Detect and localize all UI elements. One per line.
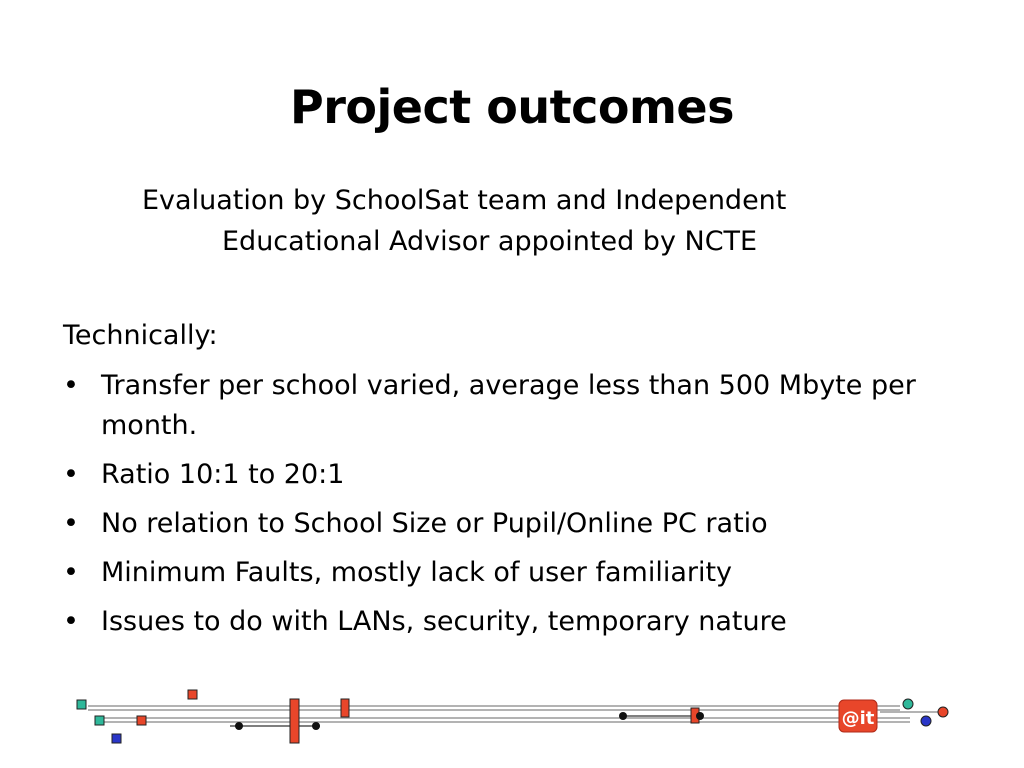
bullet-icon: • [63,370,79,401]
bullet-text: Ratio 10:1 to 20:1 [101,459,345,490]
logo-text: @it [841,708,875,729]
bullet-icon: • [63,459,79,490]
bullet-list [63,366,963,651]
bullet-text: No relation to School Size or Pupil/Online PC ratio [101,508,768,539]
ait-logo [839,700,877,732]
list-item [63,602,963,642]
bullet-text: Transfer per school varied, average less than 500 Mbyte per month. [101,370,916,441]
slide-title: Project outcomes [290,80,734,134]
subtitle-line-2: Educational Advisor appointed by NCTE [222,226,758,257]
bullet-text: Issues to do with LANs, security, temporary nature [101,606,787,637]
footer-circuit-decoration [0,680,1024,768]
bullet-text: Minimum Faults, mostly lack of user familiarity [101,557,733,588]
section-label: Technically: [63,320,218,351]
list-item [63,504,963,544]
bullet-icon: • [63,557,79,588]
bullet-icon: • [63,508,79,539]
slide-subtitle [142,180,902,262]
list-item [63,455,963,495]
subtitle-line-1: Evaluation by SchoolSat team and Independent [142,185,787,216]
list-item [63,366,963,446]
list-item [63,553,963,593]
circuit-lines [88,706,940,726]
circuit-nodes [77,690,948,743]
bullet-icon: • [63,606,79,637]
